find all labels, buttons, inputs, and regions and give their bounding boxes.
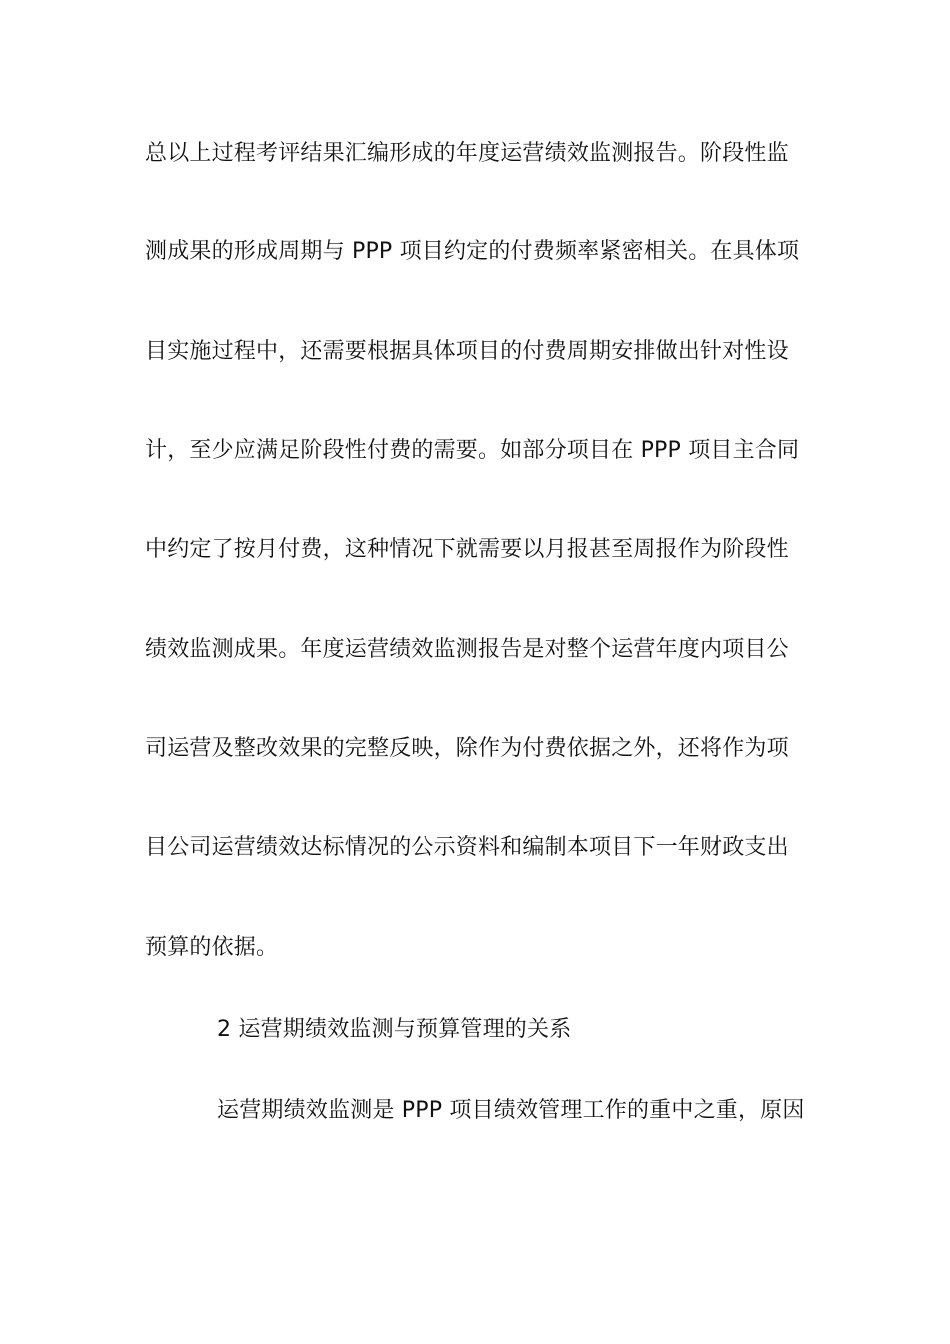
paragraph-line: 司运营及整改效果的完整反映，除作为付费依据之外，还将作为项: [145, 736, 789, 761]
paragraph-line: 总以上过程考评结果汇编形成的年度运营绩效监测报告。阶段性监: [145, 141, 789, 166]
paragraph-line: 预算的依据。: [145, 935, 279, 960]
paragraph-line: 中约定了按月付费，这种情况下就需要以月报甚至周报作为阶段性: [145, 537, 789, 562]
paragraph-line: 目公司运营绩效达标情况的公示资料和编制本项目下一年财政支出: [145, 835, 789, 860]
paragraph-line: 计，至少应满足阶段性付费的需要。如部分项目在 PPP 项目主合同: [145, 438, 800, 463]
paragraph-line: 绩效监测成果。年度运营绩效监测报告是对整个运营年度内项目公: [145, 637, 789, 662]
paragraph-line: 测成果的形成周期与 PPP 项目约定的付费频率紧密相关。在具体项: [145, 239, 800, 264]
section-heading: 2 运营期绩效监测与预算管理的关系: [217, 1017, 572, 1042]
paragraph-line: 运营期绩效监测是 PPP 项目绩效管理工作的重中之重，原因: [217, 1098, 805, 1123]
paragraph-line: 目实施过程中，还需要根据具体项目的付费周期安排做出针对性设: [145, 339, 789, 364]
